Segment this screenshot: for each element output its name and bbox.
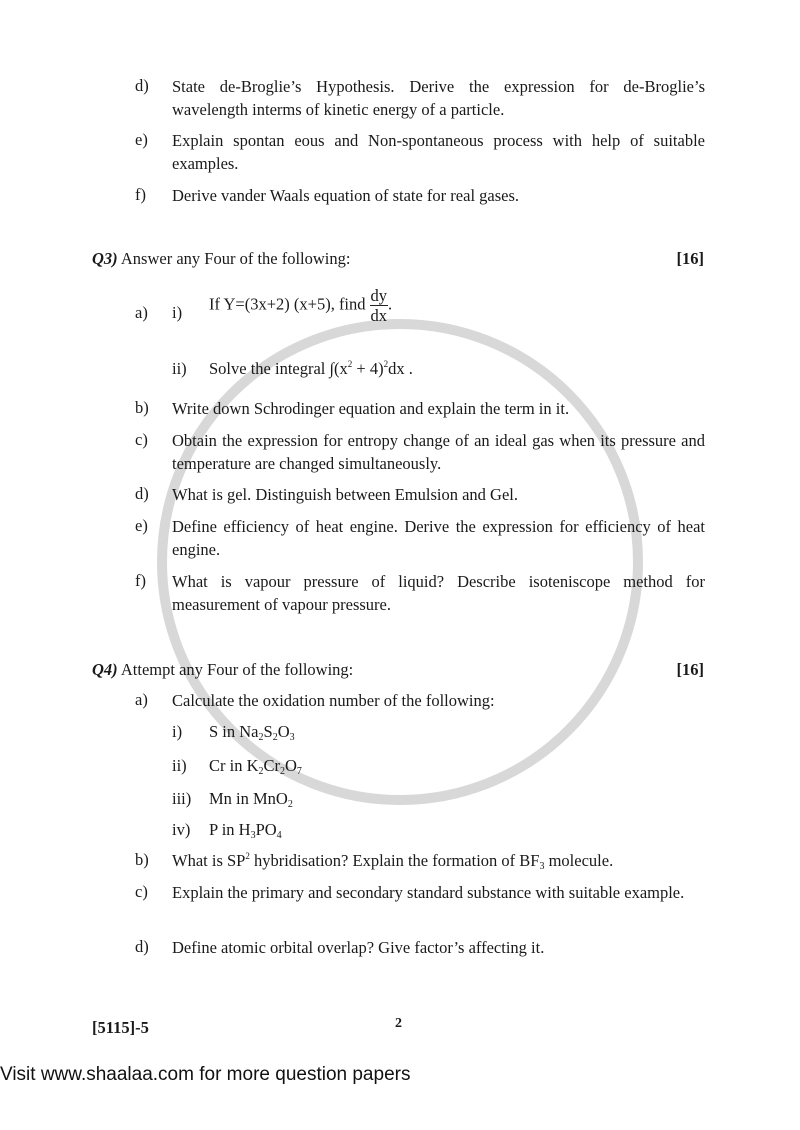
q4-c-text: Explain the primary and secondary standard substance with suitable example. bbox=[172, 883, 685, 902]
formula-text: S in Na bbox=[209, 722, 259, 741]
q3-a-label: a) bbox=[135, 303, 148, 322]
q2-d-text: State de-Broglie’s Hypothesis. Derive the expression for de-Broglie’s wavelength interms of kinetic energy of a particle. bbox=[172, 77, 705, 119]
subscript: 2 bbox=[280, 766, 285, 777]
q4-b-part: molecule. bbox=[544, 851, 614, 870]
q4-d-label: d) bbox=[135, 937, 149, 956]
superscript: 2 bbox=[245, 851, 250, 861]
q3-marks: [16] bbox=[676, 249, 704, 268]
q3-a-ii-statement: Solve the integral bbox=[209, 359, 326, 378]
integral-end: dx . bbox=[388, 359, 413, 378]
q4-b-part: hybridisation? Explain the formation of BF bbox=[249, 851, 540, 870]
q2-f-text: Derive vander Waals equation of state for real gases. bbox=[172, 186, 520, 205]
q3-f-text: What is vapour pressure of liquid? Describe isoteniscope method for measurement of vapour pressure. bbox=[172, 572, 705, 614]
q2-d-label: d) bbox=[135, 76, 149, 95]
q3-a-i-label: i) bbox=[172, 303, 183, 322]
subscript: 3 bbox=[289, 732, 295, 743]
subscript: 2 bbox=[258, 732, 264, 743]
fraction-numerator: dy bbox=[370, 286, 388, 305]
q3-a-i-statement: If Y=(3x+2) (x+5), find bbox=[209, 294, 366, 314]
subscript: 2 bbox=[272, 732, 278, 743]
formula-text: PO bbox=[255, 820, 277, 839]
q3-a-i-text: If Y=(3x+2) (x+5), find $\frac{dy}{dx}$ . bbox=[209, 286, 393, 325]
exponent: 2 bbox=[383, 359, 389, 369]
integral-mid: + 4) bbox=[352, 359, 384, 378]
q4-a-label: a) bbox=[135, 690, 148, 709]
q3-a-ii-text bbox=[209, 359, 413, 379]
subscript: 7 bbox=[296, 766, 302, 777]
page-number: 2 bbox=[395, 1016, 402, 1031]
q4-marks: [16] bbox=[676, 660, 704, 679]
q4-a-iii-label: iii) bbox=[172, 789, 192, 808]
formula-text: P in H bbox=[209, 820, 251, 839]
q4-a-text: Calculate the oxidation number of the following: bbox=[172, 691, 495, 710]
q3-instruction: Answer any Four of the following: bbox=[120, 249, 351, 268]
subscript: 2 bbox=[258, 766, 264, 777]
subscript: 3 bbox=[539, 861, 545, 872]
paper-code: [5115]-5 bbox=[92, 1018, 149, 1037]
q3-e-label: e) bbox=[135, 516, 148, 535]
formula-k2cr2o7 bbox=[209, 756, 302, 776]
formula-mno2 bbox=[209, 789, 293, 809]
q4-number: Q4) bbox=[92, 660, 118, 679]
q3-number: Q3) bbox=[92, 249, 118, 268]
formula-na2s2o3 bbox=[209, 722, 295, 742]
q4-c-label: c) bbox=[135, 882, 148, 901]
q4-a-i-label: i) bbox=[172, 722, 183, 741]
q4-b-text bbox=[172, 849, 705, 872]
q4-instruction: Attempt any Four of the following: bbox=[120, 660, 354, 679]
q3-c-label: c) bbox=[135, 430, 148, 449]
q2-e-label: e) bbox=[135, 130, 148, 149]
formula-text: Cr in K bbox=[209, 756, 259, 775]
q3-heading bbox=[92, 249, 350, 269]
derivative-fraction bbox=[370, 286, 389, 325]
q4-b-label: b) bbox=[135, 850, 149, 869]
q2-f-label: f) bbox=[135, 185, 146, 204]
q3-d-text: What is gel. Distinguish between Emulsion and Gel. bbox=[172, 485, 518, 504]
q3-e-text: Define efficiency of heat engine. Derive the expression for efficiency of heat engine. bbox=[172, 517, 705, 559]
formula-text: Cr bbox=[263, 756, 280, 775]
integral-start: ∫(x bbox=[329, 359, 348, 378]
formula-text: S bbox=[263, 722, 273, 741]
q2-e-text: Explain spontan eous and Non-spontaneous process with help of suitable examples. bbox=[172, 131, 705, 173]
q3-b-label: b) bbox=[135, 398, 149, 417]
formula-text: O bbox=[285, 756, 297, 775]
subscript: 3 bbox=[250, 830, 256, 841]
subscript: 2 bbox=[287, 799, 293, 810]
formula-text: O bbox=[277, 722, 290, 741]
q4-a-iv-label: iv) bbox=[172, 820, 191, 839]
subscript: 4 bbox=[276, 830, 282, 841]
q3-c-text: Obtain the expression for entropy change of an ideal gas when its pressure and temperature are changed simultaneously. bbox=[172, 431, 705, 473]
formula-text: Mn in MnO bbox=[209, 789, 288, 808]
q3-b-text: Write down Schrodinger equation and explain the term in it. bbox=[172, 399, 570, 418]
q4-b-part: What is SP bbox=[172, 851, 246, 870]
q3-a-ii-label: ii) bbox=[172, 359, 187, 378]
q4-a-ii-label: ii) bbox=[172, 756, 187, 775]
exponent: 2 bbox=[347, 359, 353, 369]
site-banner[interactable]: Visit www.shaalaa.com for more question papers bbox=[0, 1064, 411, 1085]
q4-d-text: Define atomic orbital overlap? Give factor’s affecting it. bbox=[172, 938, 545, 957]
q3-d-label: d) bbox=[135, 484, 149, 503]
q3-f-label: f) bbox=[135, 571, 146, 590]
fraction-denominator: dx bbox=[370, 306, 388, 325]
q4-heading bbox=[92, 660, 353, 680]
formula-h3po4 bbox=[209, 820, 282, 840]
integral-expression bbox=[330, 359, 413, 378]
